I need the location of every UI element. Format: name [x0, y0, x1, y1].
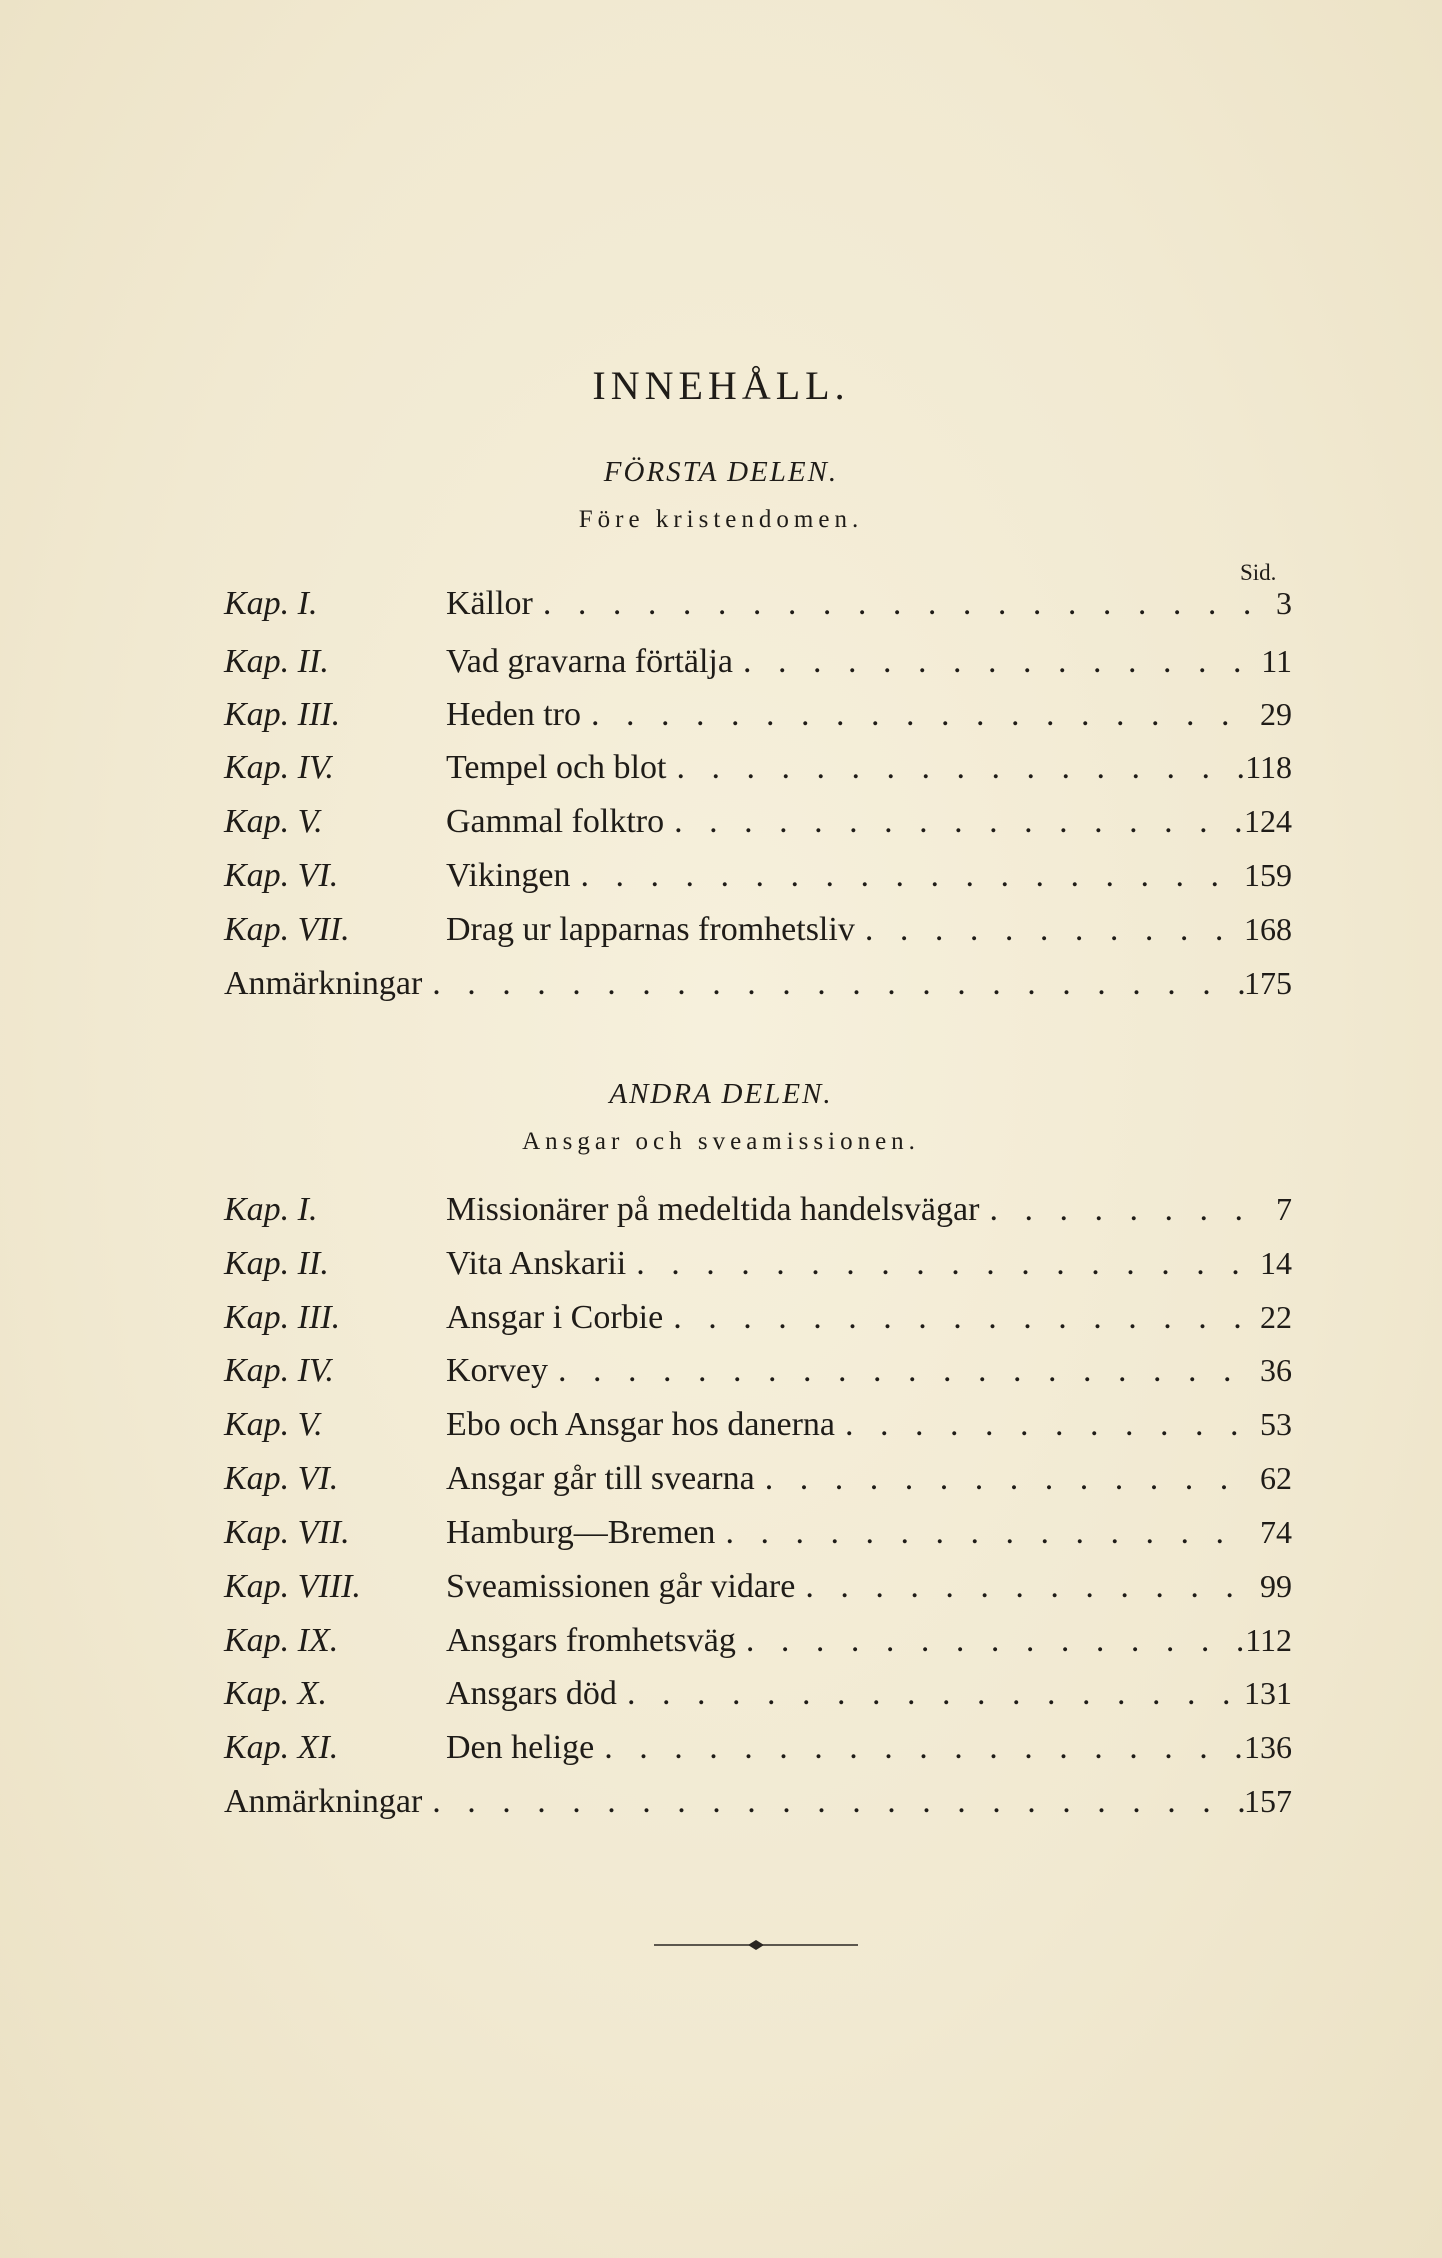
dot-leader	[736, 1614, 1245, 1668]
chapter-number: Kap. III.	[224, 696, 341, 733]
chapter-number: Kap. I.	[224, 1191, 318, 1228]
page-number: 168	[1244, 911, 1292, 947]
dot-leader	[664, 795, 1244, 849]
page-number: 7	[1276, 1191, 1292, 1227]
chapter-number: Kap. VIII.	[224, 1568, 361, 1605]
part-one-title: FÖRSTA DELEN.	[603, 456, 839, 488]
page-number: 11	[1261, 643, 1292, 679]
page-number: 136	[1244, 1729, 1292, 1765]
dot-leader	[626, 1237, 1252, 1291]
chapter-title: Anmärkningar	[224, 965, 423, 1002]
chapter-number: Kap. II.	[224, 1245, 329, 1282]
page-number: 29	[1260, 696, 1292, 732]
page-number: 53	[1260, 1406, 1292, 1442]
toc-row	[224, 1236, 1292, 1290]
toc-row	[224, 1559, 1292, 1613]
toc-row	[224, 1613, 1292, 1667]
ornament-divider	[654, 1938, 858, 1952]
dot-leader	[666, 741, 1245, 795]
page-number: 22	[1260, 1299, 1292, 1335]
chapter-title: Vad gravarna förtälja	[446, 643, 733, 680]
chapter-number: Kap. VII.	[224, 1514, 350, 1551]
dot-leader	[422, 1775, 1244, 1829]
chapter-title: Källor	[446, 585, 533, 622]
dot-leader	[755, 1452, 1252, 1506]
chapter-number: Kap. IV.	[224, 1352, 334, 1389]
chapter-title: Heden tro	[446, 696, 582, 733]
toc-row	[224, 1666, 1292, 1720]
chapter-title: Gammal folktro	[446, 803, 665, 840]
chapter-title: Sveamissionen går vidare	[446, 1568, 796, 1605]
part-two-title: ANDRA DELEN.	[609, 1078, 833, 1110]
chapter-number: Kap. VI.	[224, 857, 339, 894]
chapter-title: Ansgar går till svearna	[446, 1460, 755, 1497]
chapter-title: Vita Anskarii	[446, 1245, 627, 1282]
page-number: 175	[1244, 965, 1292, 1001]
chapter-title: Tempel och blot	[446, 749, 667, 786]
dot-leader	[533, 577, 1252, 631]
dot-leader	[581, 688, 1252, 742]
toc-row	[224, 956, 1292, 1010]
chapter-title: Ansgars död	[446, 1675, 617, 1712]
toc-row	[224, 576, 1292, 630]
page-number: 112	[1245, 1622, 1292, 1658]
toc-row	[224, 1720, 1292, 1774]
page-number: 131	[1244, 1675, 1292, 1711]
chapter-title: Ansgars fromhetsväg	[446, 1622, 736, 1659]
dot-leader	[617, 1667, 1244, 1721]
chapter-title: Vikingen	[446, 857, 571, 894]
dot-leader	[571, 849, 1245, 903]
page-number: 3	[1276, 585, 1292, 621]
page-number: 118	[1245, 749, 1292, 785]
toc-row	[224, 1397, 1292, 1451]
toc-row	[224, 634, 1292, 688]
chapter-number: Kap. VI.	[224, 1460, 339, 1497]
toc-row	[224, 1505, 1292, 1559]
part-two-subtitle: Ansgar och sveamissionen.	[522, 1128, 920, 1155]
page-number: 159	[1244, 857, 1292, 893]
chapter-number: Kap. V.	[224, 803, 323, 840]
toc-row	[224, 1451, 1292, 1505]
page-column-label: Sid.	[1240, 560, 1277, 585]
chapter-title: Anmärkningar	[224, 1783, 423, 1820]
toc-row	[224, 1774, 1292, 1828]
dot-leader	[594, 1721, 1244, 1775]
chapter-title: Ansgar i Corbie	[446, 1299, 664, 1336]
chapter-number: Kap. IV.	[224, 749, 334, 786]
dot-leader	[795, 1560, 1252, 1614]
dot-leader	[715, 1506, 1252, 1560]
chapter-number: Kap. X.	[224, 1675, 327, 1712]
chapter-title: Drag ur lapparnas fromhetsliv	[446, 911, 855, 948]
page-number: 14	[1260, 1245, 1292, 1281]
page-number: 99	[1260, 1568, 1292, 1604]
toc-row	[224, 1182, 1292, 1236]
chapter-number: Kap. III.	[224, 1299, 341, 1336]
page-number: 74	[1260, 1514, 1292, 1550]
chapter-number: Kap. XI.	[224, 1729, 339, 1766]
chapter-number: Kap. V.	[224, 1406, 323, 1443]
chapter-number: Kap. II.	[224, 643, 329, 680]
toc-row	[224, 902, 1292, 956]
dot-leader	[835, 1398, 1252, 1452]
chapter-title: Den helige	[446, 1729, 595, 1766]
chapter-title: Korvey	[446, 1352, 548, 1389]
toc-row	[224, 848, 1292, 902]
chapter-number: Kap. VII.	[224, 911, 350, 948]
dot-leader	[422, 957, 1244, 1011]
chapter-title: Missionärer på medeltida handelsvägar	[446, 1191, 980, 1228]
chapter-title: Hamburg—Bremen	[446, 1514, 716, 1551]
toc-row	[224, 1290, 1292, 1344]
dot-leader	[663, 1291, 1252, 1345]
toc-row	[224, 794, 1292, 848]
dot-leader	[979, 1183, 1252, 1237]
dot-leader	[855, 903, 1244, 957]
toc-row	[224, 1343, 1292, 1397]
toc-row	[224, 687, 1292, 741]
dot-leader	[733, 635, 1252, 689]
page-number: 62	[1260, 1460, 1292, 1496]
toc-row	[224, 740, 1292, 794]
dot-leader	[548, 1344, 1252, 1398]
contents-heading: INNEHÅLL.	[592, 363, 850, 408]
part-one-subtitle: Före kristendomen.	[578, 506, 864, 533]
chapter-number: Kap. I.	[224, 585, 318, 622]
page-number: 157	[1244, 1783, 1292, 1819]
page-number: 36	[1260, 1352, 1292, 1388]
chapter-title: Ebo och Ansgar hos danerna	[446, 1406, 836, 1443]
chapter-number: Kap. IX.	[224, 1622, 339, 1659]
page-number: 124	[1244, 803, 1292, 839]
